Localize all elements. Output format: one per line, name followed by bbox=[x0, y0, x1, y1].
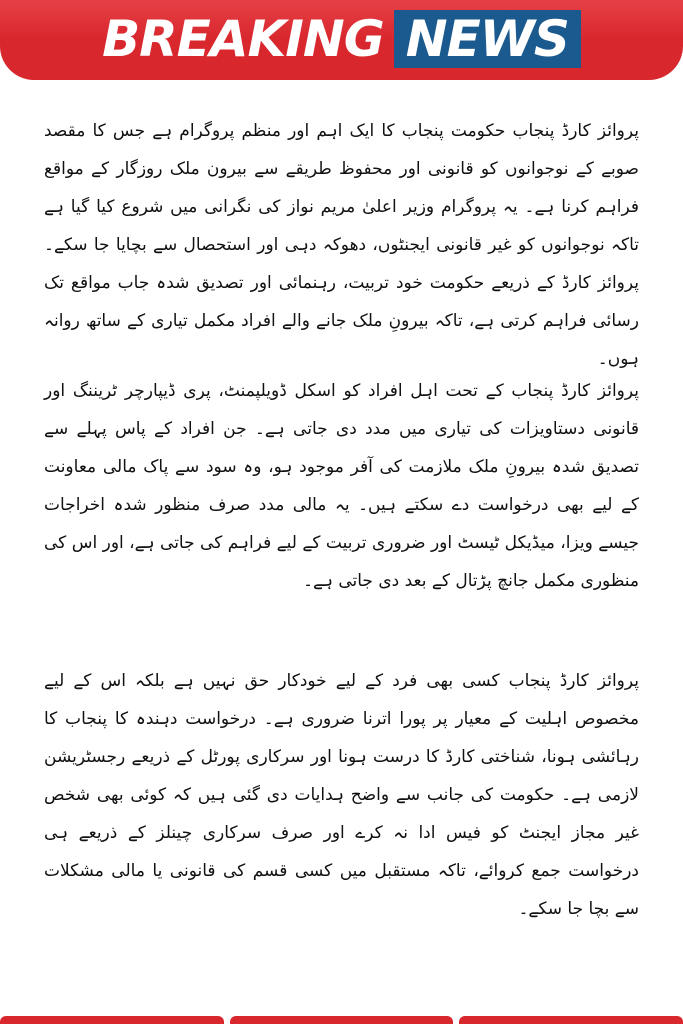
article-body bbox=[44, 112, 639, 928]
article-paragraph-3: پروائز کارڈ پنجاب کسی بھی فرد کے لیے خودکار حق نہیں ہے بلکہ اس کے لیے مخصوص اہلیت کے معیار پر پورا اترنا ضروری ہے۔ درخواست دہندہ کا پنجاب کا رہائشی ہونا، شناختی کارڈ کا درست ہونا اور سرکاری پورٹل کے ذریعے رجسٹریشن لازمی ہے۔ حکومت کی جانب سے واضح ہدایات دی گئی ہیں کہ کوئی بھی شخص غیر مجاز ایجنٹ کو فیس ادا نہ کرے اور صرف سرکاری چینلز کے ذریعے ہی درخواست جمع کروائے، تاکہ مستقبل میں کسی قسم کی قانونی یا مالی مشکلات سے بچا جا سکے۔ bbox=[44, 671, 639, 919]
breaking-news-banner bbox=[0, 0, 683, 80]
headline-breaking: BREAKING bbox=[102, 10, 384, 68]
headline bbox=[0, 10, 683, 68]
bottom-strip-segment bbox=[459, 1016, 683, 1024]
bottom-decoration-strip bbox=[0, 1016, 683, 1024]
bottom-strip-segment bbox=[0, 1016, 224, 1024]
headline-news: NEWS bbox=[394, 10, 581, 68]
bottom-strip-segment bbox=[230, 1016, 454, 1024]
article-paragraph-2: پروائز کارڈ پنجاب کے تحت اہل افراد کو اسکل ڈویلپمنٹ، پری ڈیپارچر ٹریننگ اور قانونی دستاویزات کی تیاری میں مدد دی جاتی ہے۔ جن افراد کے پاس پہلے سے تصدیق شدہ بیرونِ ملک ملازمت کی آفر موجود ہو، وہ سود سے پاک مالی معاونت کے لیے بھی درخواست دے سکتے ہیں۔ یہ مالی مدد صرف منظور شدہ اخراجات جیسے ویزا، میڈیکل ٹیسٹ اور ضروری تربیت کے لیے فراہم کی جاتی ہے، اور اس کی منظوری مکمل جانچ پڑتال کے بعد دی جاتی ہے۔ bbox=[44, 381, 639, 591]
article-paragraph-1: پروائز کارڈ پنجاب حکومت پنجاب کا ایک اہم اور منظم پروگرام ہے جس کا مقصد صوبے کے نوجوانوں کو قانونی اور محفوظ طریقے سے بیرون ملک روزگار کے مواقع فراہم کرنا ہے۔ یہ پروگرام وزیر اعلیٰ مریم نواز کی نگرانی میں شروع کیا گیا ہے تاکہ نوجوانوں کو غیر قانونی ایجنٹوں، دھوکہ دہی اور استحصال سے بچایا جا سکے۔ پروائز کارڈ کے ذریعے حکومت خود تربیت، رہنمائی اور تصدیق شدہ جاب مواقع تک رسائی فراہم کرتی ہے، تاکہ بیرونِ ملک جانے والے افراد مکمل تیاری کے ساتھ روانہ ہوں۔ bbox=[44, 121, 639, 369]
